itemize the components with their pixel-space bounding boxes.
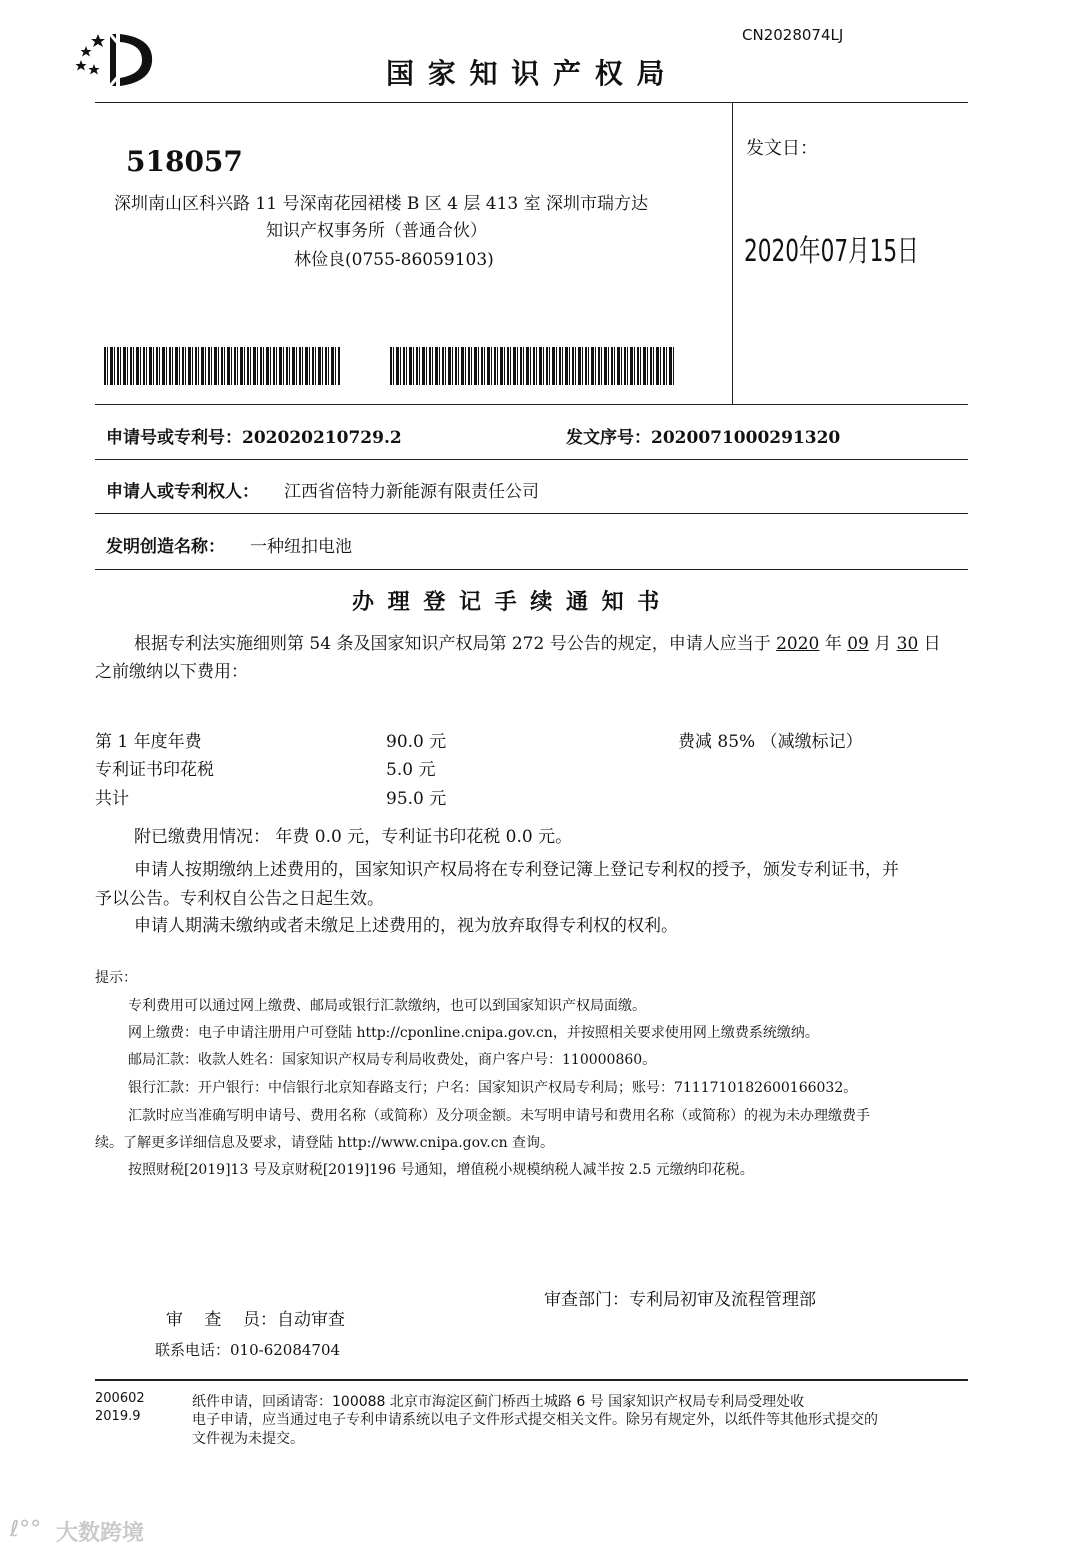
fee-amount-3: 95.0 元 <box>386 789 447 809</box>
serial-number-label: 发文序号： <box>566 428 651 448</box>
barcode-left <box>104 347 340 385</box>
applicant-name: 江西省倍特力新能源有限责任公司 <box>284 482 539 502</box>
notice-intro-line2: 之前缴纳以下费用： <box>95 662 248 682</box>
info-rule-1 <box>95 459 968 460</box>
deadline-year-unit: 年 <box>819 634 848 654</box>
deadline-day: 30 <box>896 634 919 654</box>
department-label: 审查部门： <box>544 1290 629 1310</box>
footer-line-3: 文件视为未提交。 <box>192 1431 304 1447</box>
header-rule <box>95 102 968 103</box>
deadline-day-unit: 日 <box>918 634 941 654</box>
examiner-row <box>155 1285 345 1330</box>
invention-name: 一种纽扣电池 <box>250 537 352 557</box>
tip-line-5a: 汇款时应当准确写明申请号、费用名称（或简称）及分项金额。未写明申请号和费用名称（或简称）的视为未办理缴费手 <box>128 1108 870 1124</box>
footer-line-1: 纸件申请，回函请寄：100088 北京市海淀区蓟门桥西土城路 6 号 国家知识产权局专利局受理处收 <box>192 1394 805 1410</box>
recipient-contact: 林俭良(0755-86059103) <box>294 250 494 270</box>
barcode-right <box>390 347 676 385</box>
postcode: 518057 <box>126 145 243 178</box>
body-paragraph-1-line2: 予以公告。专利权自公告之日起生效。 <box>95 889 384 909</box>
form-code-2: 2019.9 <box>95 1409 141 1424</box>
footer-rule <box>95 1379 968 1381</box>
info-rule-2 <box>95 513 968 514</box>
fee-amount-1: 90.0 元 <box>386 732 447 752</box>
body-paragraph-1-line1: 申请人按期缴纳上述费用的，国家知识产权局将在专利登记簿上登记专利权的授予，颁发专利证书，并 <box>134 860 899 880</box>
application-number: 202020210729.2 <box>242 428 402 448</box>
watermark-logo-icon <box>8 1512 54 1542</box>
recipient-address-line1: 深圳南山区科兴路 11 号深南花园裙楼 B 区 4 层 413 室 深圳市瑞方达 <box>114 194 649 214</box>
cnipa-emblem-icon <box>72 30 162 90</box>
department-value: 专利局初审及流程管理部 <box>629 1290 816 1310</box>
tip-line-3: 邮局汇款：收款人姓名：国家知识产权局专利局收费处，商户客户号：110000860。 <box>128 1052 657 1068</box>
issue-date-label: 发文日： <box>746 138 818 159</box>
notice-intro-line1 <box>134 629 941 654</box>
tips-label: 提示： <box>95 970 137 986</box>
notice-intro-text: 根据专利法实施细则第 54 条及国家知识产权局第 272 号公告的规定，申请人应当于 <box>134 634 777 654</box>
fee-amount-2: 5.0 元 <box>386 760 436 780</box>
watermark-text: 大数跨境 <box>56 1521 145 1546</box>
deadline-month: 09 <box>847 634 869 654</box>
deadline-month-unit: 月 <box>868 634 897 654</box>
tip-line-2: 网上缴费：电子申请注册用户可登陆 http://cponline.cnipa.gov.cn，并按照相关要求使用网上缴费系统缴纳。 <box>128 1025 819 1041</box>
date-box-divider <box>732 102 733 404</box>
issue-date: 2020年07月15日 <box>744 234 919 269</box>
examiner-label: 审 查 员： <box>165 1310 278 1330</box>
form-code-1: 200602 <box>95 1391 145 1406</box>
tip-line-5b: 续。了解更多详细信息及要求，请登陆 http://www.cnipa.gov.cn 查询。 <box>95 1135 555 1151</box>
recipient-address-line2: 知识产权事务所（普通合伙） <box>266 221 487 241</box>
application-number-row <box>106 423 402 448</box>
phone-value: 010-62084704 <box>230 1341 341 1359</box>
deadline-year: 2020 <box>776 634 820 654</box>
department-row <box>544 1285 816 1310</box>
body-paragraph-2: 申请人期满未缴纳或者未缴足上述费用的，视为放弃取得专利权的权利。 <box>134 916 678 936</box>
fee-name-3: 共计 <box>95 789 129 809</box>
svg-text:ℓ°°: ℓ°° <box>10 1517 42 1542</box>
serial-number-row <box>566 423 840 448</box>
fee-note-1: 费减 85% （减缴标记） <box>678 732 863 752</box>
phone-row <box>155 1339 340 1360</box>
applicant-label: 申请人或专利权人： <box>106 482 259 502</box>
invention-label: 发明创造名称： <box>106 537 225 557</box>
serial-number: 2020071000291320 <box>651 428 841 448</box>
office-title: 国 家 知 识 产 权 局 <box>386 57 667 90</box>
notice-title: 办 理 登 记 手 续 通 知 书 <box>352 590 663 615</box>
info-top-rule <box>95 404 968 405</box>
footer-line-2: 电子申请，应当通过电子专利申请系统以电子文件形式提交相关文件。除另有规定外，以纸件等其他形式提交的 <box>192 1412 878 1428</box>
tip-line-6: 按照财税[2019]13 号及京财税[2019]196 号通知，增值税小规模纳税人减半按 2.5 元缴纳印花税。 <box>128 1162 754 1178</box>
fee-name-2: 专利证书印花税 <box>95 760 214 780</box>
paid-fees-summary: 附已缴费用情况： 年费 0.0 元，专利证书印花税 0.0 元。 <box>134 827 573 847</box>
info-rule-3 <box>95 569 968 570</box>
examiner-value: 自动审查 <box>277 1310 346 1330</box>
phone-label: 联系电话： <box>155 1341 231 1359</box>
tip-line-1: 专利费用可以通过网上缴费、邮局或银行汇款缴纳，也可以到国家知识产权局面缴。 <box>128 998 646 1014</box>
application-number-label: 申请号或专利号： <box>106 428 242 448</box>
tip-line-4: 银行汇款：开户银行：中信银行北京知春路支行；户名：国家知识产权局专利局；账号：7111710182600166032。 <box>128 1080 858 1096</box>
document-code: CN2028074LJ <box>742 26 844 44</box>
fee-name-1: 第 1 年度年费 <box>95 732 202 752</box>
